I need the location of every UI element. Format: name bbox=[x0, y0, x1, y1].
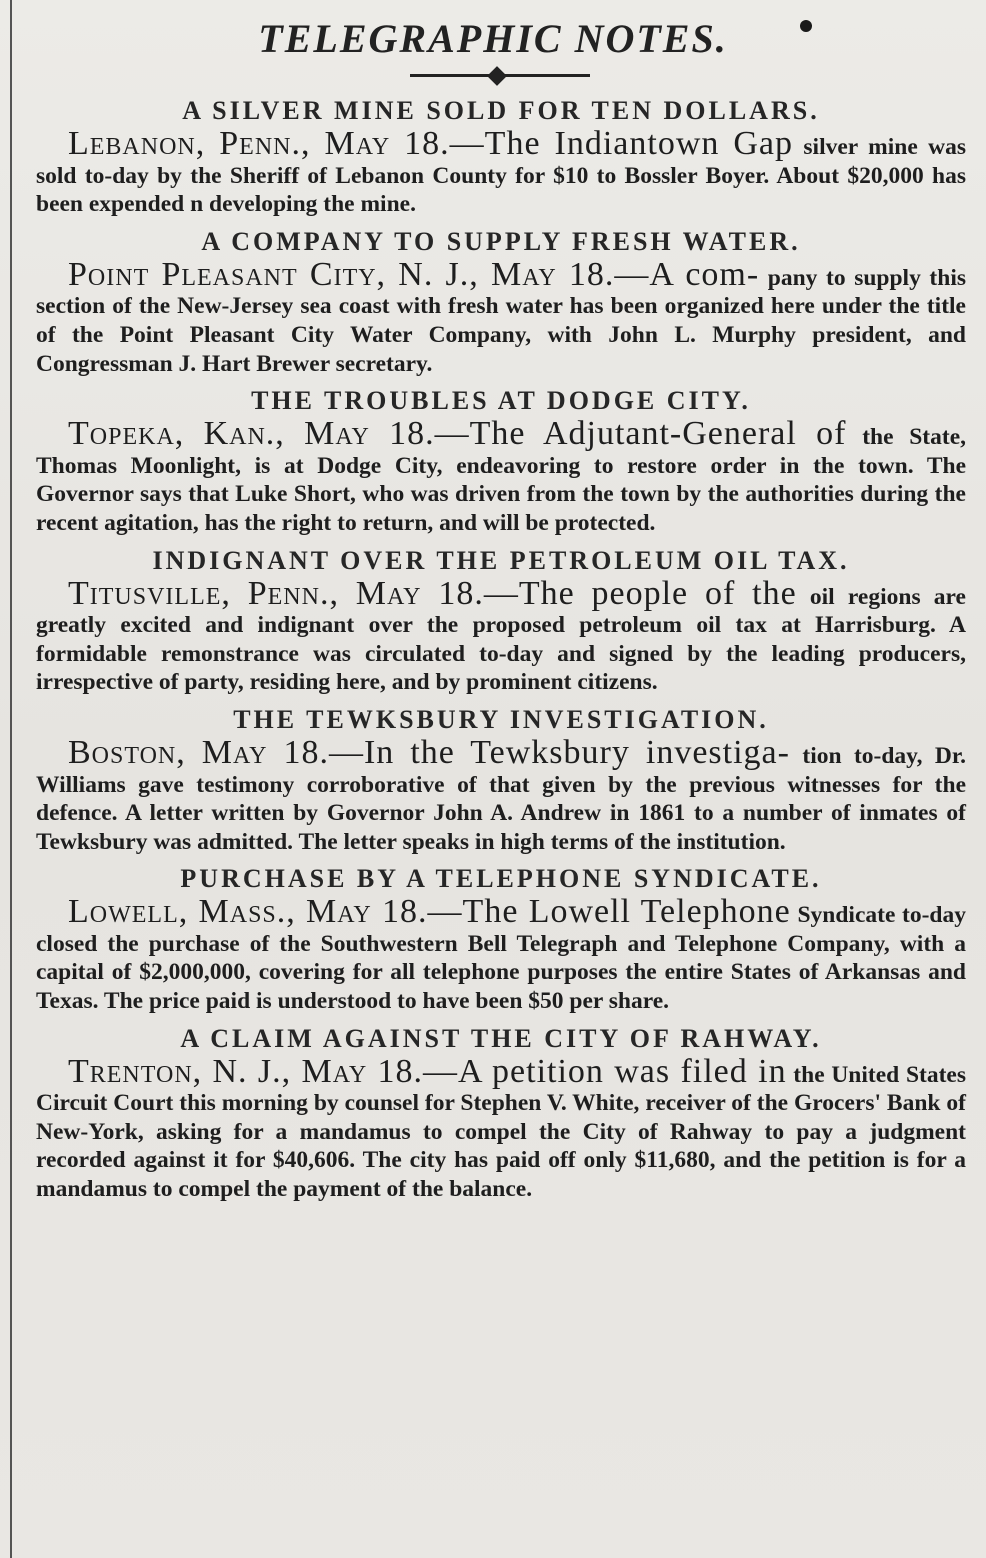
article-fresh-water bbox=[36, 223, 966, 378]
article-lead: In the Tewksbury investiga- bbox=[363, 733, 790, 771]
article-text: tion to-day, Dr. Williams gave testimony corroborative of that given by the previous witnesses for the defence. A letter written by Governor John A. Andrew in 1861 to a number of inmates of Tewksbury was admitted. The letter speaks in high terms of the institution. bbox=[36, 742, 967, 855]
article-text: silver mine was sold to-day by the Sheriff of Lebanon County for $10 to Bossler Boyer. About $20,000 has been expended n developing the mine. bbox=[36, 134, 966, 218]
article-silver-mine bbox=[36, 92, 966, 219]
article-body bbox=[36, 415, 966, 537]
article-headline: A COMPANY TO SUPPLY FRESH WATER. bbox=[201, 226, 801, 256]
article-lead: The Lowell Telephone bbox=[462, 893, 791, 931]
article-rahway-claim bbox=[36, 1020, 966, 1204]
page-title: TELEGRAPHIC NOTES. bbox=[258, 16, 728, 61]
article-dateline: Boston, May 18.— bbox=[68, 733, 364, 771]
article-text: pany to supply this section of the New-Jersey sea coast with fresh water has been organized here under the title of the Point Pleasant City Water Company, with John L. Murphy president, and Congressman J. Hart Brewer secretary. bbox=[36, 264, 966, 377]
article-lead: A petition was filed in bbox=[458, 1052, 787, 1090]
article-text: Syndicate to-day closed the purchase of the Southwestern Bell Telegraph and Telephone Company, with a capital of $2,000,000, covering for all telephone purposes the entire States of Arkansas and Texas. The price paid is understood to have been $50 per share. bbox=[36, 902, 967, 1015]
article-body bbox=[36, 733, 967, 856]
article-lead: The Adjutant-General of bbox=[469, 415, 847, 453]
article-telephone-syndicate bbox=[36, 860, 966, 1015]
article-headline: THE TROUBLES AT DODGE CITY. bbox=[251, 386, 751, 416]
article-body bbox=[36, 574, 966, 697]
article-dateline: Point Pleasant City, N. J., May 18.— bbox=[68, 255, 650, 293]
article-column bbox=[36, 92, 966, 1208]
article-dateline: Titusville, Penn., May 18.— bbox=[68, 574, 519, 612]
article-body bbox=[36, 1052, 966, 1204]
article-dateline: Lowell, Mass., May 18.— bbox=[68, 893, 463, 931]
article-headline: A SILVER MINE SOLD FOR TEN DOLLARS. bbox=[182, 96, 820, 125]
article-headline: INDIGNANT OVER THE PETROLEUM OIL TAX. bbox=[152, 545, 850, 575]
article-lead: A com- bbox=[649, 255, 760, 293]
article-text: the State, Thomas Moonlight, is at Dodge City, endeavoring to restore order in the town. The Governor says that Luke Short, who was driven from the town by the authorities during the recent agitation, has the right to return, and will be protected. bbox=[36, 424, 966, 536]
article-lead: The people of the bbox=[518, 574, 797, 612]
article-text: the United States Circuit Court this morning by counsel for Stephen V. White, receiver of the Grocers' Bank of New-York, asking for a mandamus to compel the City of Rahway to pay a judgment recorded against it for $40,606. The city has paid off only $11,680, and the petition is for a mandamus to compel the payment of the balance. bbox=[36, 1061, 966, 1203]
article-body bbox=[36, 125, 966, 219]
article-lead: The Indiantown Gap bbox=[484, 125, 794, 162]
ink-blot bbox=[800, 20, 812, 32]
article-headline: PURCHASE BY A TELEPHONE SYNDICATE. bbox=[180, 864, 822, 894]
ornament-diamond bbox=[487, 66, 507, 86]
article-petroleum-tax bbox=[36, 542, 966, 697]
article-dodge-city bbox=[36, 382, 966, 537]
article-dateline: Lebanon, Penn., May 18.— bbox=[68, 125, 485, 162]
article-body bbox=[36, 893, 967, 1015]
column-rule bbox=[10, 0, 12, 1558]
title-ornament-rule bbox=[410, 68, 590, 84]
article-text: oil regions are greatly excited and indignant over the proposed petroleum oil tax at Harrisburg. A formidable remonstrance was circulated to-day and signed by the leading producers, irrespective of party, residing here, and by prominent citizens. bbox=[36, 583, 966, 696]
article-headline: THE TEWKSBURY INVESTIGATION. bbox=[233, 704, 769, 734]
article-dateline: Topeka, Kan., May 18.— bbox=[68, 415, 470, 453]
article-dateline: Trenton, N. J., May 18.— bbox=[68, 1052, 459, 1090]
article-tewksbury bbox=[36, 701, 966, 856]
article-body bbox=[36, 255, 966, 378]
article-headline: A CLAIM AGAINST THE CITY OF RAHWAY. bbox=[180, 1023, 822, 1053]
